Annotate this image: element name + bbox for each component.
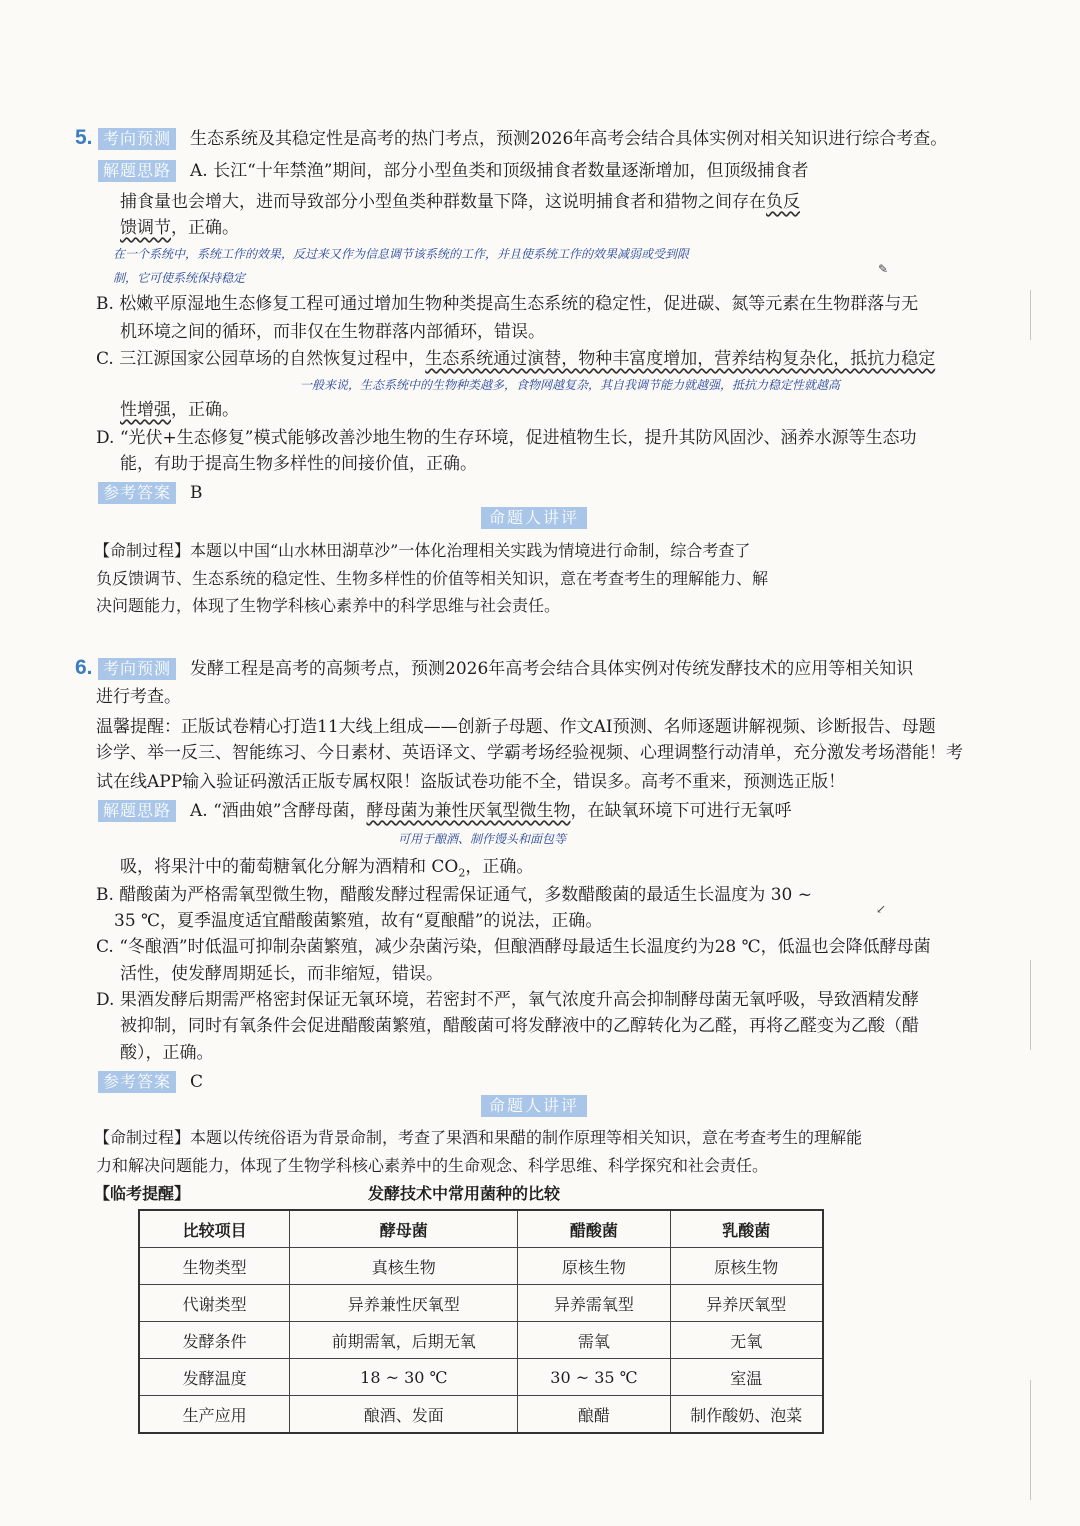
table-row [139, 1322, 823, 1359]
table-cell: 原核生物 [518, 1248, 670, 1285]
q5-option-a-line1: A. 长江“十年禁渔”期间，部分小型鱼类和顶级捕食者数量逐渐增加，但顶级捕食者 [190, 161, 809, 181]
q5-option-b-line2: 机环境之间的循环，而非仅在生物群落内部循环，错误。 [120, 322, 545, 342]
solution-approach-tag: 解题思路 [98, 160, 176, 182]
q5-prediction-text: 生态系统及其稳定性是高考的热门考点，预测2026年高考会结合具体实例对相关知识进行综合考查。 [190, 129, 948, 149]
table-cell: 异养兼性厌氧型 [290, 1285, 518, 1322]
table-cell: 制作酸奶、泡菜 [670, 1396, 823, 1434]
pre-exam-reminder-label: 【临考提醒】 [94, 1184, 191, 1203]
q5-option-a-line3: 馈调节，正确。 [120, 218, 239, 238]
table-cell: 酿醋 [518, 1396, 670, 1434]
scan-edge-line [1030, 960, 1031, 1050]
table-cell: 需氧 [518, 1322, 670, 1359]
table-cell: 酿酒、发面 [290, 1396, 518, 1434]
q5-comment-line2: 负反馈调节、生态系统的稳定性、生物多样性的价值等相关知识，意在考查考生的理解能力、解 [96, 569, 769, 588]
table-cell: 30 ~ 35 ℃ [518, 1359, 670, 1396]
q5-option-d-line2: 能，有助于提高生物多样性的间接价值，正确。 [120, 454, 477, 474]
table-row [139, 1285, 823, 1322]
q6-tip-line2: 诊学、举一反三、智能练习、今日素材、英语译文、学霸考场经验视频、心理调整行动清单，充分激发考场潜能！考 [96, 743, 963, 763]
question-6-number: 6. [75, 656, 93, 679]
table-cell: 无氧 [670, 1322, 823, 1359]
q6-option-d-line3: 酸），正确。 [120, 1043, 214, 1063]
pen-mark: ↙ [876, 902, 887, 916]
q6-prediction-line1: 发酵工程是高考的高频考点，预测2026年高考会结合具体实例对传统发酵技术的应用等相关知识 [190, 659, 914, 679]
table-cell: 异养厌氧型 [670, 1285, 823, 1322]
q6-prediction-line2: 进行考查。 [96, 687, 181, 707]
reference-answer-tag: 参考答案 [98, 1071, 176, 1093]
table-cell: 原核生物 [670, 1248, 823, 1285]
q5-option-d-line1: D. “光伏+生态修复”模式能够改善沙地生物的生存环境，促进植物生长，提升其防风固沙、涵养水源等生态功 [96, 428, 917, 448]
strain-comparison-table [138, 1209, 824, 1434]
q6-option-c-line1: C. “冬酿酒”时低温可抑制杂菌繁殖，减少杂菌污染，但酿酒酵母最适生长温度约为28 ℃，低温也会降低酵母菌 [96, 937, 931, 957]
table-row [139, 1359, 823, 1396]
table-header-cell: 醋酸菌 [518, 1210, 670, 1248]
table-cell: 室温 [670, 1359, 823, 1396]
exam-direction-tag: 考向预测 [98, 128, 176, 150]
q6-answer: C [190, 1072, 204, 1092]
q6-comment-line1: 【命制过程】本题以传统俗语为背景命制，考查了果酒和果醋的制作原理等相关知识，意在考查考生的理解能 [94, 1128, 863, 1147]
commentary-banner: 命题人讲评 [481, 507, 587, 529]
table-cell: 发酵条件 [139, 1322, 290, 1359]
q5-option-a-line2: 捕食量也会增大，进而导致部分小型鱼类种群数量下降，这说明捕食者和猎物之间存在负反 [120, 192, 800, 212]
table-header-cell: 酵母菌 [290, 1210, 518, 1248]
q6-tip-line3: 试在线APP输入验证码激活正版专属权限！盗版试卷功能不全，错误多。高考不重来，预测选正版！ [96, 772, 846, 792]
handwritten-note-feedback-cont: 制，它可使系统保持稳定 [113, 271, 246, 285]
q6-option-b-line2: 35 ℃，夏季温度适宜醋酸菌繁殖，故有“夏酿醋”的说法，正确。 [114, 911, 603, 931]
table-cell: 生产应用 [139, 1396, 290, 1434]
scan-edge-line [1030, 290, 1031, 340]
table-header-row [139, 1210, 823, 1248]
table-cell: 代谢类型 [139, 1285, 290, 1322]
table-cell: 18 ~ 30 ℃ [290, 1359, 518, 1396]
q6-option-a-line1: A. “酒曲娘”含酵母菌，酵母菌为兼性厌氧型微生物，在缺氧环境下可进行无氧呼 [190, 801, 792, 821]
table-row [139, 1396, 823, 1434]
handwritten-note-feedback: 在一个系统中，系统工作的效果，反过来又作为信息调节该系统的工作，并且使系统工作的效果减弱或受到限 [113, 247, 690, 261]
solution-approach-tag: 解题思路 [98, 800, 176, 822]
commentary-banner: 命题人讲评 [481, 1095, 587, 1117]
q5-option-b-line1: B. 松嫩平原湿地生态修复工程可通过增加生物种类提高生态系统的稳定性，促进碳、氮等元素在生物群落与无 [96, 294, 919, 314]
table-cell: 生物类型 [139, 1248, 290, 1285]
q6-tip-line1: 温馨提醒：正版试卷精心打造11大线上组成——创新子母题、作文AI预测、名师逐题讲解视频、诊断报告、母题 [96, 717, 936, 737]
handwritten-note-stability: 一般来说，生态系统中的生物种类越多，食物网越复杂，其自我调节能力就越强，抵抗力稳定性就越高 [300, 378, 841, 392]
table-header-cell: 乳酸菌 [670, 1210, 823, 1248]
q6-option-d-line1: D. 果酒发酵后期需严格密封保证无氧环境，若密封不严，氧气浓度升高会抑制酵母菌无氧呼吸，导致酒精发酵 [96, 990, 919, 1010]
q6-option-b-line1: B. 醋酸菌为严格需氧型微生物，醋酸发酵过程需保证通气，多数醋酸菌的最适生长温度为 30 ~ [96, 885, 812, 905]
q5-comment-line1: 【命制过程】本题以中国“山水林田湖草沙”一体化治理相关实践为情境进行命制，综合考查了 [94, 541, 751, 560]
q5-comment-line3: 决问题能力，体现了生物学科核心素养中的科学思维与社会责任。 [96, 596, 561, 615]
q5-option-c-line2: 性增强，正确。 [120, 400, 239, 420]
comparison-table-title: 发酵技术中常用菌种的比较 [368, 1184, 561, 1203]
q5-answer: B [190, 483, 203, 503]
q6-option-a-line2: 吸，将果汁中的葡萄糖氧化分解为酒精和 $CO_2$，正确。 [120, 857, 534, 880]
scan-edge-line [1030, 1380, 1031, 1500]
q6-comment-line2: 力和解决问题能力，体现了生物学科核心素养中的生命观念、科学思维、科学探究和社会责任。 [96, 1156, 769, 1175]
question-5-number: 5. [75, 126, 93, 149]
handwritten-note-yeast-use: 可用于酿酒、制作馒头和面包等 [398, 832, 567, 846]
q6-option-d-line2: 被抑制，同时有氧条件会促进醋酸菌繁殖，醋酸菌可将发酵液中的乙醇转化为乙醛，再将乙醛变为乙酸（醋 [120, 1016, 919, 1036]
table-cell: 发酵温度 [139, 1359, 290, 1396]
reference-answer-tag: 参考答案 [98, 482, 176, 504]
table-row [139, 1248, 823, 1285]
table-header-cell: 比较项目 [139, 1210, 290, 1248]
q5-option-c-line1: C. 三江源国家公园草场的自然恢复过程中，生态系统通过演替，物种丰富度增加，营养结构复杂化，抵抗力稳定 [96, 349, 936, 369]
q6-option-c-line2: 活性，使发酵周期延长，而非缩短，错误。 [120, 964, 443, 984]
table-cell: 前期需氧，后期无氧 [290, 1322, 518, 1359]
table-cell: 真核生物 [290, 1248, 518, 1285]
pen-mark: ✎ [878, 262, 889, 276]
table-cell: 异养需氧型 [518, 1285, 670, 1322]
exam-direction-tag: 考向预测 [98, 658, 176, 680]
